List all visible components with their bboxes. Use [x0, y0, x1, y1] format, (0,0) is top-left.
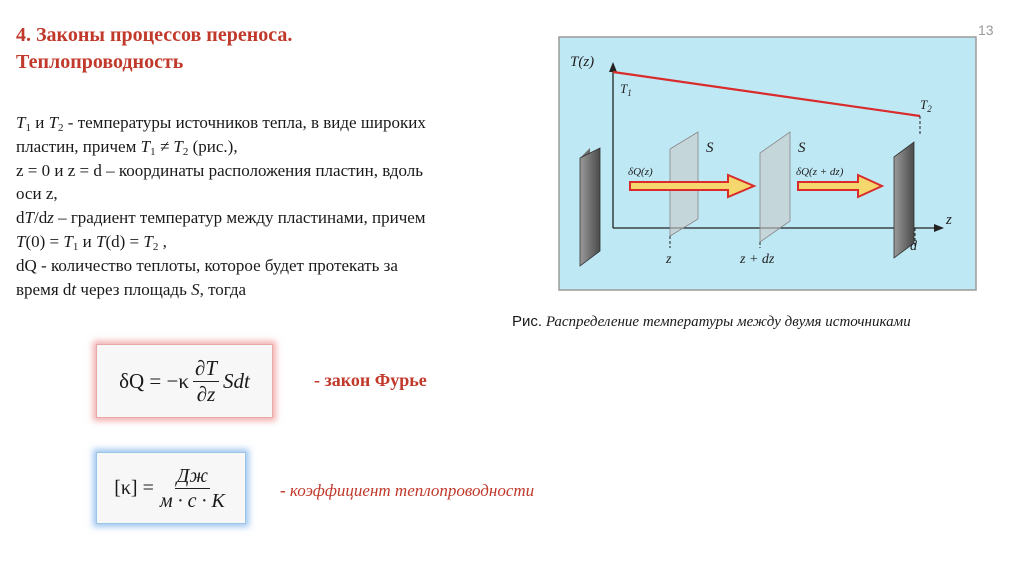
body-line-6: $T(0) = T_1$ и $T(d) = T_2$ ,	[16, 231, 167, 253]
label-t1: $T_1$	[620, 81, 632, 98]
figure-caption	[512, 313, 911, 331]
units-lhs: [κ] =	[114, 476, 154, 499]
body-line-3: z = 0 и z = d – координаты расположения пластин, вдоль	[16, 160, 424, 180]
conductivity-units-formula	[96, 452, 246, 524]
flux-right-label: δQ(z + dz)	[796, 166, 844, 178]
units-fraction	[158, 466, 227, 511]
t-axis-label: T(z)	[570, 54, 595, 70]
slide-number: 13	[978, 22, 994, 38]
conductivity-label	[280, 481, 534, 501]
fourier-numerator: ∂T	[194, 355, 218, 380]
tick-z: z	[666, 252, 672, 267]
body-line-4: оси z,	[16, 184, 58, 204]
tick-z-dz: z + dz	[740, 252, 775, 267]
z-axis-label: z	[946, 212, 952, 228]
left-plate	[580, 148, 600, 266]
body-text	[16, 111, 541, 301]
fourier-law-label: - закон Фурье	[314, 370, 427, 390]
fourier-lhs: δQ = −κ	[119, 368, 189, 393]
fourier-rhs: Sdt	[223, 368, 250, 393]
units-numerator: Дж	[176, 464, 208, 487]
fourier-denominator: ∂z	[196, 381, 216, 406]
conductivity-label-dash: -	[280, 481, 290, 500]
tick-d: d	[910, 239, 917, 254]
body-line-2: пластин, причем $T_1 \ne T_2$ (рис.),	[16, 136, 238, 158]
heat-transfer-diagram	[558, 36, 977, 291]
label-s2: S	[798, 140, 806, 156]
units-denominator: м · с · К	[159, 489, 225, 512]
fourier-fraction	[193, 355, 219, 406]
slide-title	[16, 22, 536, 76]
flux-left-label: δQ(z)	[628, 166, 653, 178]
title-line-1: 4. Законы процессов переноса.	[16, 24, 293, 46]
body-line-7: dQ - количество теплоты, которое будет протекать за	[16, 255, 398, 275]
conductivity-label-text: коэффициент теплопроводности	[289, 481, 535, 500]
label-s1: S	[706, 140, 714, 156]
body-line-5: dT/dz – градиент температур между пластинами, причем	[16, 208, 426, 228]
body-line-1: $T_1$ и $T_2$ - температуры источников тепла, в виде широких	[16, 113, 426, 134]
caption-text: Распределение температуры между двумя источниками	[542, 314, 911, 330]
body-line-8: время dt через площадь S, тогда	[16, 279, 247, 299]
fourier-law-formula	[96, 344, 273, 418]
title-line-2: Теплопроводность	[16, 51, 184, 73]
caption-label: Рис.	[512, 313, 543, 330]
label-t2: $T_2$	[920, 97, 932, 114]
